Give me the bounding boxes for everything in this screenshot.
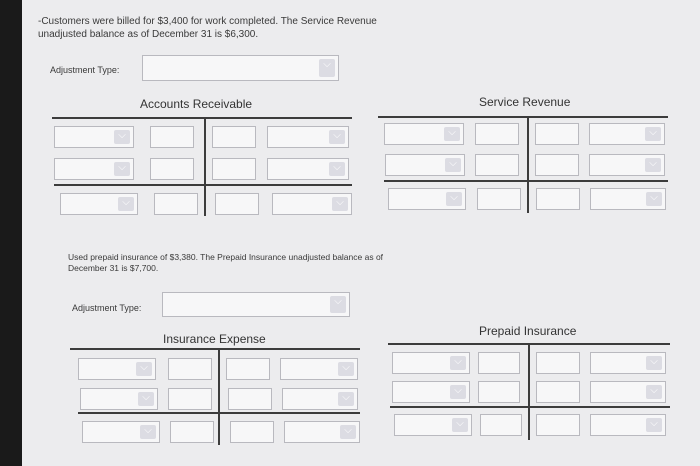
debit-amount-input[interactable] bbox=[150, 126, 194, 148]
debit-account-dropdown[interactable] bbox=[78, 358, 156, 380]
debit-amount-input[interactable] bbox=[150, 158, 194, 180]
credit-account-dropdown[interactable] bbox=[267, 126, 349, 148]
adjustment-type-dropdown[interactable] bbox=[142, 55, 339, 81]
credit-account-dropdown[interactable] bbox=[267, 158, 349, 180]
credit-account-dropdown[interactable] bbox=[589, 123, 665, 145]
chevron-down-icon: ⌵ bbox=[319, 59, 335, 77]
chevron-down-icon: ⌵ bbox=[340, 425, 356, 439]
chevron-down-icon: ⌵ bbox=[444, 127, 460, 141]
chevron-down-icon: ⌵ bbox=[645, 158, 661, 172]
chevron-down-icon: ⌵ bbox=[646, 192, 662, 206]
credit-amount-input[interactable] bbox=[226, 358, 270, 380]
chevron-down-icon: ⌵ bbox=[329, 162, 345, 176]
chevron-down-icon: ⌵ bbox=[332, 197, 348, 211]
chevron-down-icon: ⌵ bbox=[330, 296, 346, 313]
debit-balance-dropdown[interactable] bbox=[394, 414, 472, 436]
page bbox=[22, 0, 700, 466]
chevron-down-icon: ⌵ bbox=[450, 356, 466, 370]
debit-balance-input[interactable] bbox=[477, 188, 521, 210]
chevron-down-icon: ⌵ bbox=[338, 392, 354, 406]
debit-account-dropdown[interactable] bbox=[54, 126, 134, 148]
credit-amount-input[interactable] bbox=[536, 352, 580, 374]
debit-balance-dropdown[interactable] bbox=[388, 188, 466, 210]
debit-account-dropdown[interactable] bbox=[80, 388, 158, 410]
credit-amount-input[interactable] bbox=[212, 126, 256, 148]
credit-amount-input[interactable] bbox=[212, 158, 256, 180]
chevron-down-icon: ⌵ bbox=[452, 418, 468, 432]
debit-account-dropdown[interactable] bbox=[385, 154, 465, 176]
adjustment-type-label: Adjustment Type: bbox=[50, 65, 120, 75]
credit-balance-input[interactable] bbox=[215, 193, 259, 215]
credit-account-dropdown[interactable] bbox=[590, 352, 666, 374]
chevron-down-icon: ⌵ bbox=[338, 362, 354, 376]
debit-amount-input[interactable] bbox=[168, 358, 212, 380]
credit-amount-input[interactable] bbox=[536, 381, 580, 403]
debit-amount-input[interactable] bbox=[478, 381, 520, 403]
credit-account-dropdown[interactable] bbox=[280, 358, 358, 380]
chevron-down-icon: ⌵ bbox=[646, 418, 662, 432]
debit-balance-input[interactable] bbox=[480, 414, 522, 436]
chevron-down-icon: ⌵ bbox=[114, 162, 130, 176]
adjustment-type-dropdown[interactable] bbox=[162, 292, 350, 317]
credit-balance-input[interactable] bbox=[536, 414, 580, 436]
credit-balance-dropdown[interactable] bbox=[272, 193, 352, 215]
credit-balance-input[interactable] bbox=[536, 188, 580, 210]
debit-balance-input[interactable] bbox=[154, 193, 198, 215]
t-account-title-service-revenue: Service Revenue bbox=[479, 95, 571, 109]
credit-amount-input[interactable] bbox=[228, 388, 272, 410]
question-prompt-2: Used prepaid insurance of $3,380. The Prepaid Insurance unadjusted balance as of December 31 is $7,700. bbox=[68, 252, 384, 273]
debit-amount-input[interactable] bbox=[478, 352, 520, 374]
question-prompt-1: -Customers were billed for $3,400 for work completed. The Service Revenue unadjusted balance as of December 31 is $6,300. bbox=[38, 16, 377, 40]
chevron-down-icon: ⌵ bbox=[138, 392, 154, 406]
credit-account-dropdown[interactable] bbox=[589, 154, 665, 176]
debit-balance-dropdown[interactable] bbox=[60, 193, 138, 215]
debit-account-dropdown[interactable] bbox=[54, 158, 134, 180]
t-account-title-accounts-receivable: Accounts Receivable bbox=[140, 97, 253, 111]
chevron-down-icon: ⌵ bbox=[118, 197, 134, 211]
t-account-title-insurance-expense: Insurance Expense bbox=[163, 332, 266, 346]
chevron-down-icon: ⌵ bbox=[114, 130, 130, 144]
credit-amount-input[interactable] bbox=[535, 123, 579, 145]
credit-balance-input[interactable] bbox=[230, 421, 274, 443]
credit-balance-dropdown[interactable] bbox=[590, 188, 666, 210]
debit-account-dropdown[interactable] bbox=[392, 352, 470, 374]
debit-account-dropdown[interactable] bbox=[392, 381, 470, 403]
chevron-down-icon: ⌵ bbox=[445, 158, 461, 172]
debit-amount-input[interactable] bbox=[475, 123, 519, 145]
debit-account-dropdown[interactable] bbox=[384, 123, 464, 145]
credit-balance-dropdown[interactable] bbox=[284, 421, 360, 443]
chevron-down-icon: ⌵ bbox=[450, 385, 466, 399]
credit-balance-dropdown[interactable] bbox=[590, 414, 666, 436]
adjustment-type-label: Adjustment Type: bbox=[72, 303, 142, 313]
debit-balance-dropdown[interactable] bbox=[82, 421, 160, 443]
t-account-title-prepaid-insurance: Prepaid Insurance bbox=[479, 324, 577, 338]
debit-amount-input[interactable] bbox=[168, 388, 212, 410]
credit-account-dropdown[interactable] bbox=[282, 388, 358, 410]
debit-balance-input[interactable] bbox=[170, 421, 214, 443]
chevron-down-icon: ⌵ bbox=[646, 356, 662, 370]
debit-amount-input[interactable] bbox=[475, 154, 519, 176]
credit-amount-input[interactable] bbox=[535, 154, 579, 176]
chevron-down-icon: ⌵ bbox=[446, 192, 462, 206]
chevron-down-icon: ⌵ bbox=[645, 127, 661, 141]
chevron-down-icon: ⌵ bbox=[136, 362, 152, 376]
credit-account-dropdown[interactable] bbox=[590, 381, 666, 403]
chevron-down-icon: ⌵ bbox=[646, 385, 662, 399]
chevron-down-icon: ⌵ bbox=[140, 425, 156, 439]
chevron-down-icon: ⌵ bbox=[329, 130, 345, 144]
